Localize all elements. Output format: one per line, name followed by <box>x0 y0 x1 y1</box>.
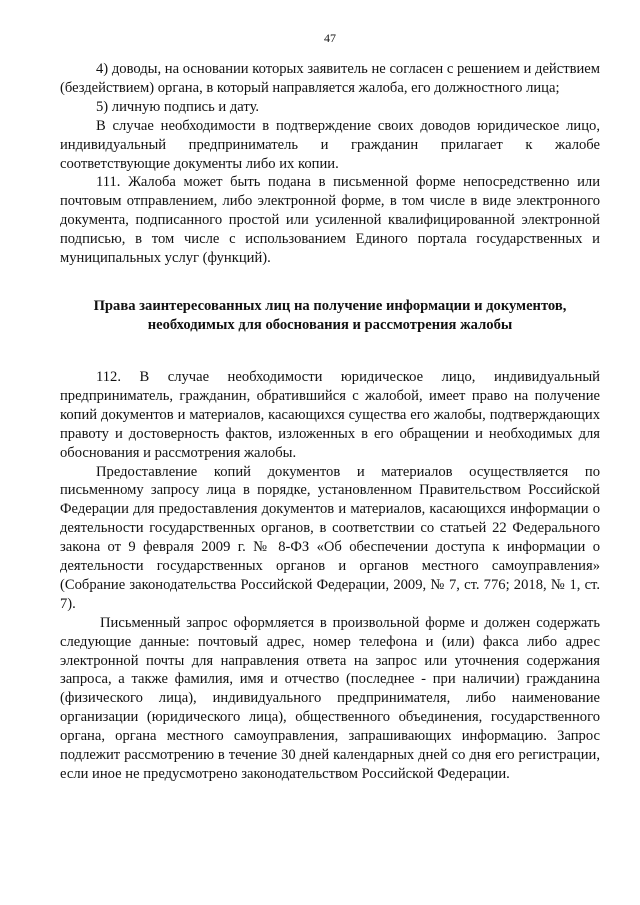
paragraph-item-5: 5) личную подпись и дату. <box>96 98 260 115</box>
paragraph-provision-of-copies: Предоставление копий документов и материалов осуществляется по письменному запросу лица в порядке, установленном Правительством Российской Федерации для предоставления документов и материалов, касающихся информации о деятельности государственных органов, в соответствии со статьей 22 Федерального закона от 9 февраля 2009 г. № 8-ФЗ «Об обеспечении доступа к информации о деятельности государственных органов и органов местного самоуправления» (Собрание законодательства Российской Федерации, 2009, № 7, ст. 776; 2018, № 1, ст. 7). <box>60 463 600 612</box>
paragraph-item-4: 4) доводы, на основании которых заявитель не согласен с решением и действием (бездействием) органа, в который направляется жалоба, его должностного лица; <box>60 61 600 96</box>
section-heading-line-1: Права заинтересованных лиц на получение информации и документов, <box>93 297 567 314</box>
paragraph-written-request: Письменный запрос оформляется в произвольной форме и должен содержать следующие данные: почтовый адрес, номер телефона и (или) факса либо адрес электронной почты для направления ответа на запрос или уточнения содержания запроса, а также фамилия, имя и отчество (последнее - при наличии) гражданина (физического лица), индивидуального предпринимателя, либо наименование организации (юридического лица), общественного объединения, государственного органа, органа местного самоуправления, запрашивающих информацию. Запрос подлежит рассмотрению в течение 30 дней календарных дней со дня его регистрации, если иное не предусмотрено законодательством Российской Федерации. <box>60 614 600 782</box>
paragraph-112: 112. В случае необходимости юридическое лицо, индивидуальный предприниматель, гражданин, обратившийся с жалобой, имеет право на получение копий документов и материалов, касающихся существа его жалобы, подтверждающих правоту и достоверность фактов, изложенных в его обращении и необходимых для обоснования и рассмотрения жалобы. <box>60 368 600 461</box>
paragraph-111: 111. Жалоба может быть подана в письменной форме непосредственно или почтовым отправлением, либо электронной форме, в том числе в виде электронного документа, подписанного простой или усиленной квалифицированной электронной подписью, в том числе с использованием Единого портала государственных и муниципальных услуг (функций). <box>60 174 600 267</box>
document-page <box>60 30 600 784</box>
section-heading <box>60 297 600 335</box>
paragraph-attachments: В случае необходимости в подтверждение своих доводов юридическое лицо, индивидуальный предприниматель и гражданин прилагает к жалобе соответствующие документы либо их копии. <box>60 117 600 172</box>
page-number: 47 <box>324 31 336 45</box>
section-heading-line-2: необходимых для обоснования и рассмотрения жалобы <box>147 316 513 333</box>
